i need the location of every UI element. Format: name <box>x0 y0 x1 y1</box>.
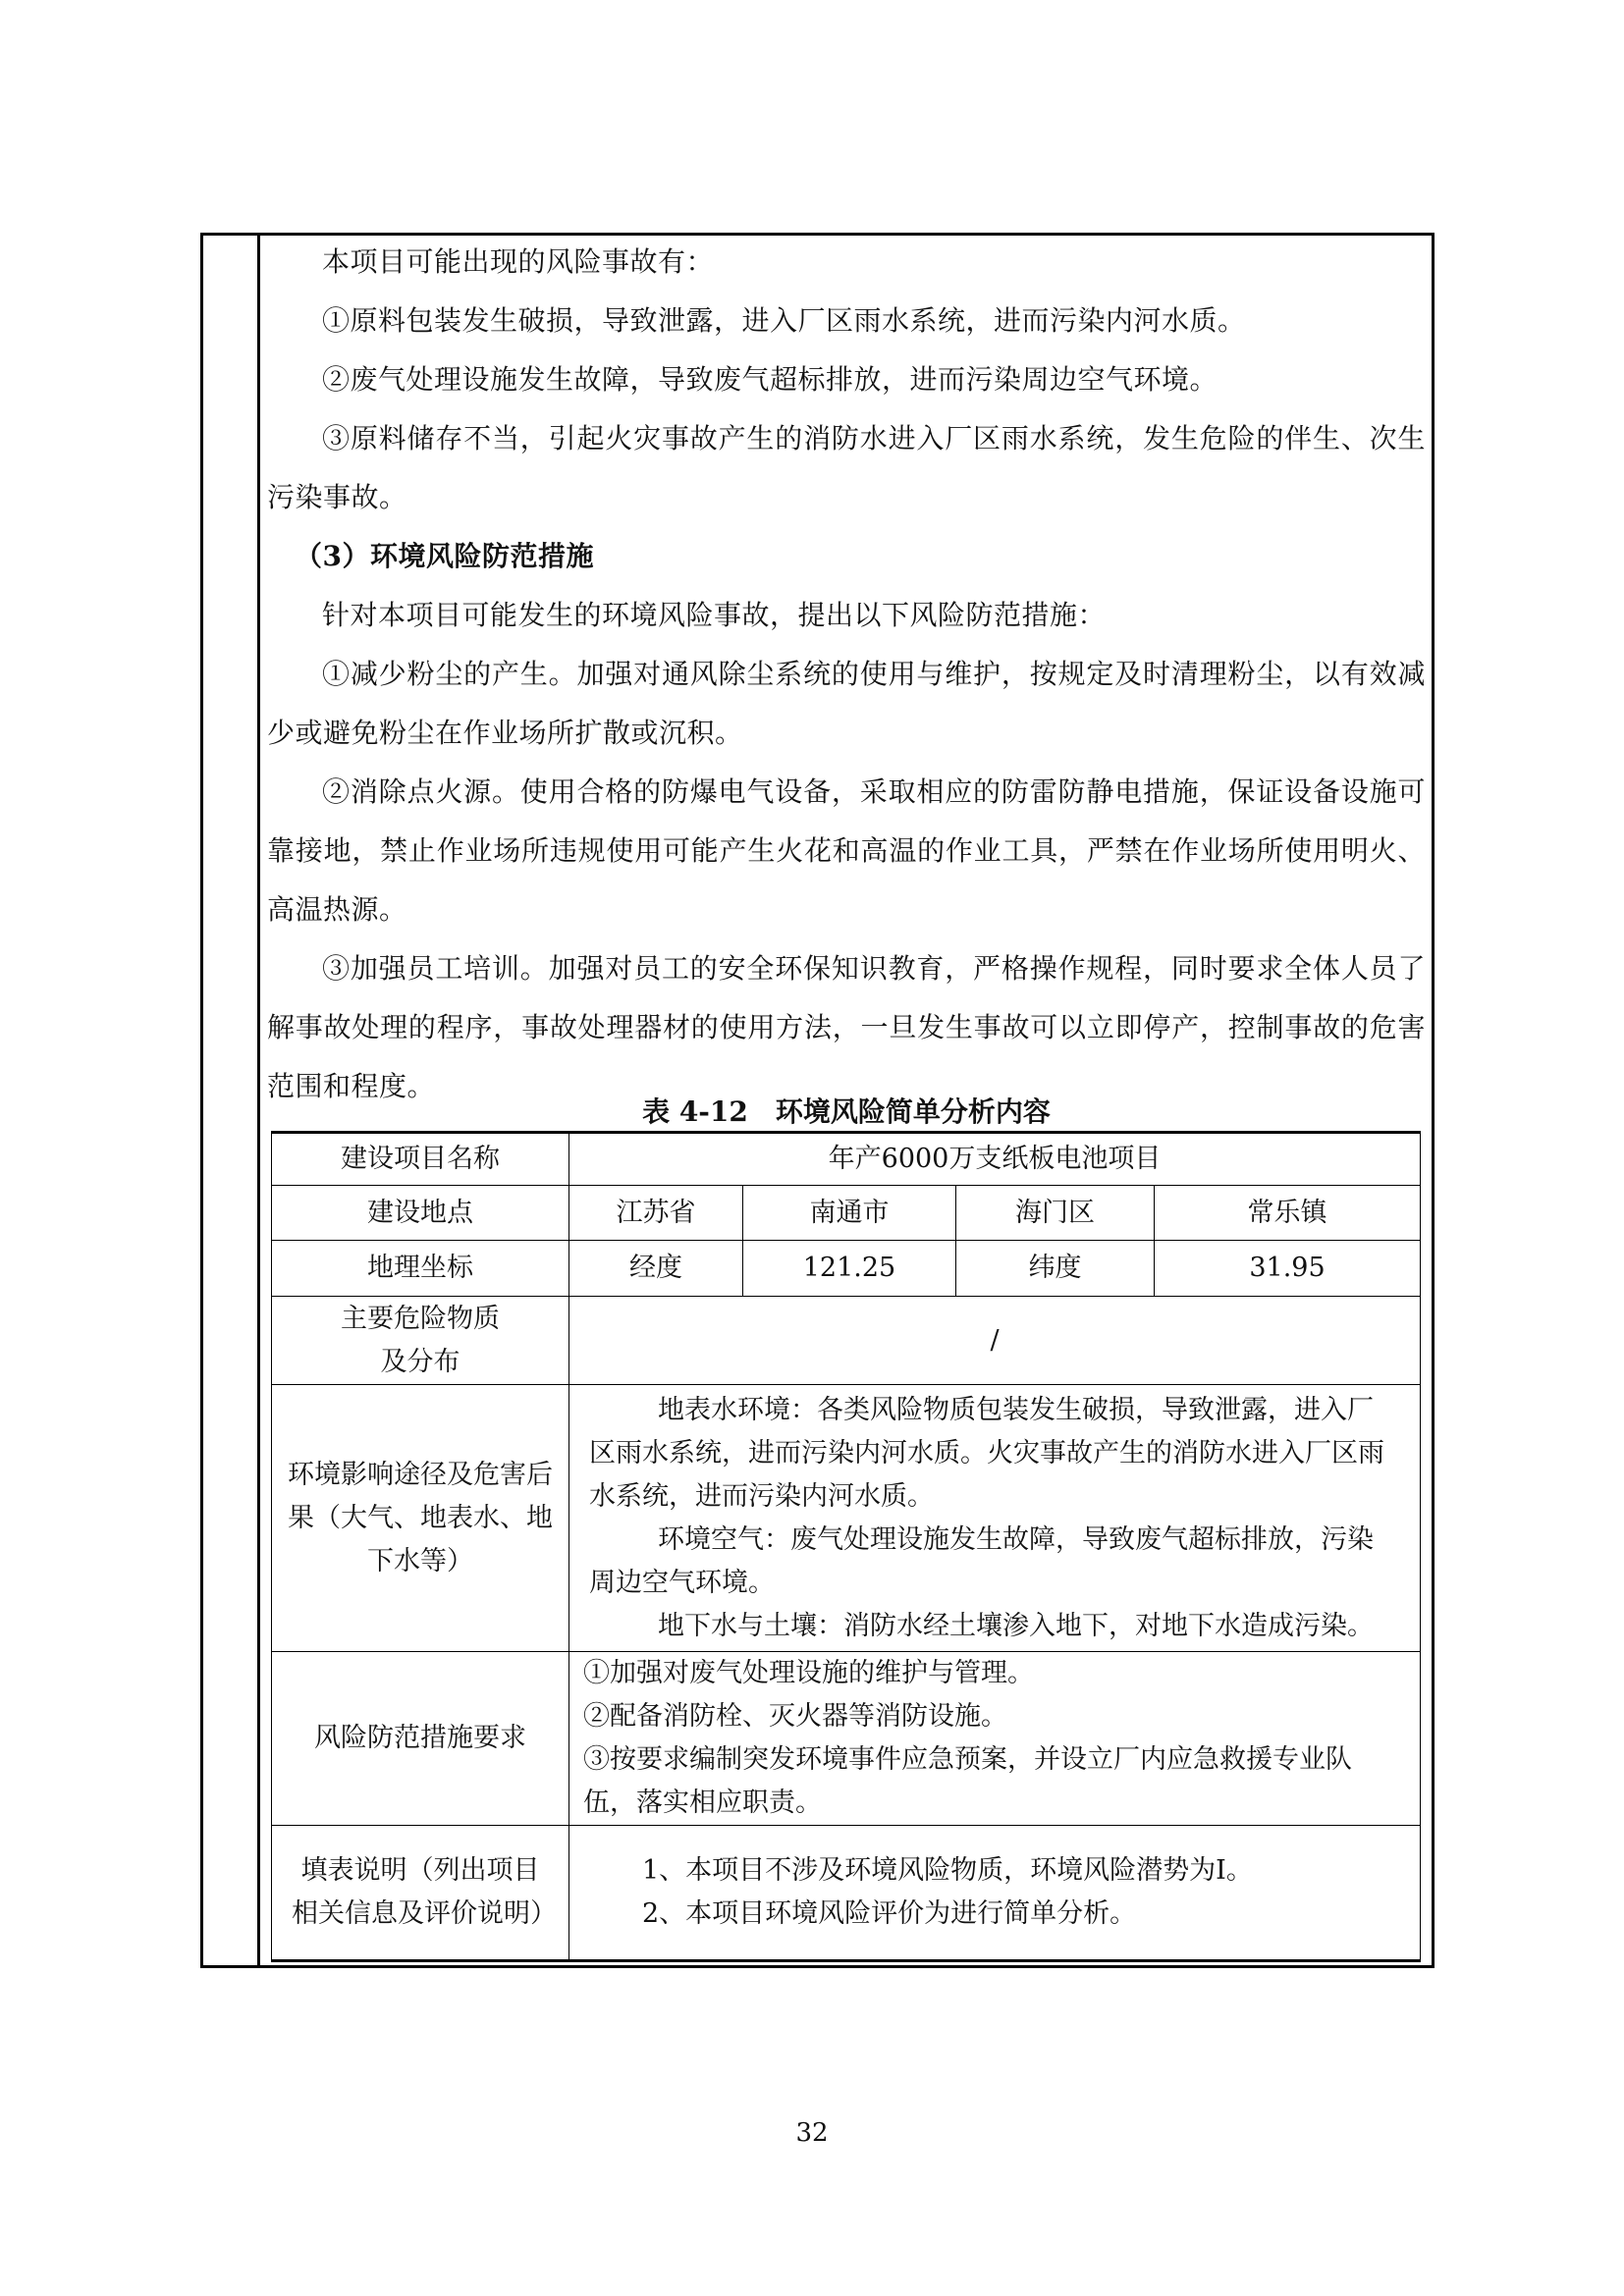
body-text <box>267 233 1426 1116</box>
table-row <box>272 1826 1421 1961</box>
accident-item: ①原料包装发生破损，导致泄露，进入厂区雨水系统，进而污染内河水质。 <box>322 304 1246 337</box>
measures-intro: 针对本项目可能发生的环境风险事故，提出以下风险防范措施： <box>322 599 1107 631</box>
note-item: 1、本项目不涉及环境风险物质，环境风险潜势为Ⅰ。 <box>642 1855 1253 1886</box>
accident-item: ③原料储存不当，引起火灾事故产生的消防水进入厂区雨水系统，发生危险的伴生、次生污染事故。 <box>267 422 1426 513</box>
impact-surface-water: 地表水环境：各类风险物质包装发生破损，导致泄露，进入厂区雨水系统，进而污染内河水质。火灾事故产生的消防水进入厂区雨水系统，进而污染内河水质。 <box>589 1394 1384 1512</box>
lat-label: 纬度 <box>956 1241 1155 1297</box>
impact-air: 环境空气：废气处理设施发生故障，导致废气超标排放，污染周边空气环境。 <box>589 1523 1374 1598</box>
city-value: 南通市 <box>743 1186 956 1241</box>
lon-label: 经度 <box>569 1241 743 1297</box>
requirement-item: ③按要求编制突发环境事件应急预案，并设立厂内应急救援专业队伍，落实相应职责。 <box>583 1744 1352 1818</box>
measure-item: ②消除点火源。使用合格的防爆电气设备，采取相应的防雷防静电措施，保证设备设施可靠接地，禁止作业场所违规使用可能产生火花和高温的作业工具，严禁在作业场所使用明火、高温热源。 <box>267 775 1426 926</box>
hazard-value: / <box>569 1297 1421 1385</box>
table-row <box>272 1385 1421 1652</box>
impact-groundwater: 地下水与土壤：消防水经土壤渗入地下，对地下水造成污染。 <box>658 1610 1374 1641</box>
province-value: 江苏省 <box>569 1186 743 1241</box>
requirements-label: 风险防范措施要求 <box>272 1652 569 1826</box>
lat-value: 31.95 <box>1155 1241 1421 1297</box>
town-value: 常乐镇 <box>1155 1186 1421 1241</box>
project-name-label: 建设项目名称 <box>272 1133 569 1186</box>
note-value <box>569 1826 1421 1961</box>
coord-label: 地理坐标 <box>272 1241 569 1297</box>
risk-analysis-table <box>271 1131 1421 1962</box>
lon-value: 121.25 <box>743 1241 956 1297</box>
measure-item: ①减少粉尘的产生。加强对通风除尘系统的使用与维护，按规定及时清理粉尘，以有效减少或避免粉尘在作业场所扩散或沉积。 <box>267 658 1426 749</box>
table-row <box>272 1652 1421 1826</box>
location-label: 建设地点 <box>272 1186 569 1241</box>
hazard-label <box>272 1297 569 1385</box>
table-row <box>272 1133 1421 1186</box>
note-item: 2、本项目环境风险评价为进行简单分析。 <box>642 1898 1137 1929</box>
requirements-value <box>569 1652 1421 1826</box>
note-label: 填表说明（列出项目相关信息及评价说明） <box>272 1826 569 1961</box>
measure-item: ③加强员工培训。加强对员工的安全环保知识教育，严格操作规程，同时要求全体人员了解事故处理的程序，事故处理器材的使用方法，一旦发生事故可以立即停产，控制事故的危害范围和程度。 <box>267 952 1426 1102</box>
page-number: 32 <box>795 2118 829 2148</box>
impact-value <box>569 1385 1421 1652</box>
hazard-label-line2: 及分布 <box>380 1346 460 1377</box>
requirement-item: ①加强对废气处理设施的维护与管理。 <box>583 1658 1034 1688</box>
accident-item: ②废气处理设施发生故障，导致废气超标排放，进而污染周边空气环境。 <box>322 363 1218 396</box>
intro-text: 本项目可能出现的风险事故有： <box>322 245 715 278</box>
requirement-item: ②配备消防栓、灭火器等消防设施。 <box>583 1701 1007 1732</box>
district-value: 海门区 <box>956 1186 1155 1241</box>
table-row <box>272 1241 1421 1297</box>
table-row <box>272 1297 1421 1385</box>
impact-label: 环境影响途径及危害后果（大气、地表水、地下水等） <box>272 1385 569 1652</box>
hazard-label-line1: 主要危险物质 <box>341 1303 500 1334</box>
table-title: 表 4-12 环境风险简单分析内容 <box>642 1095 1051 1128</box>
project-name-value: 年产6000万支纸板电池项目 <box>569 1133 1421 1186</box>
section-heading: （3）环境风险防范措施 <box>295 540 594 572</box>
table-row <box>272 1186 1421 1241</box>
frame-divider <box>257 233 260 1968</box>
